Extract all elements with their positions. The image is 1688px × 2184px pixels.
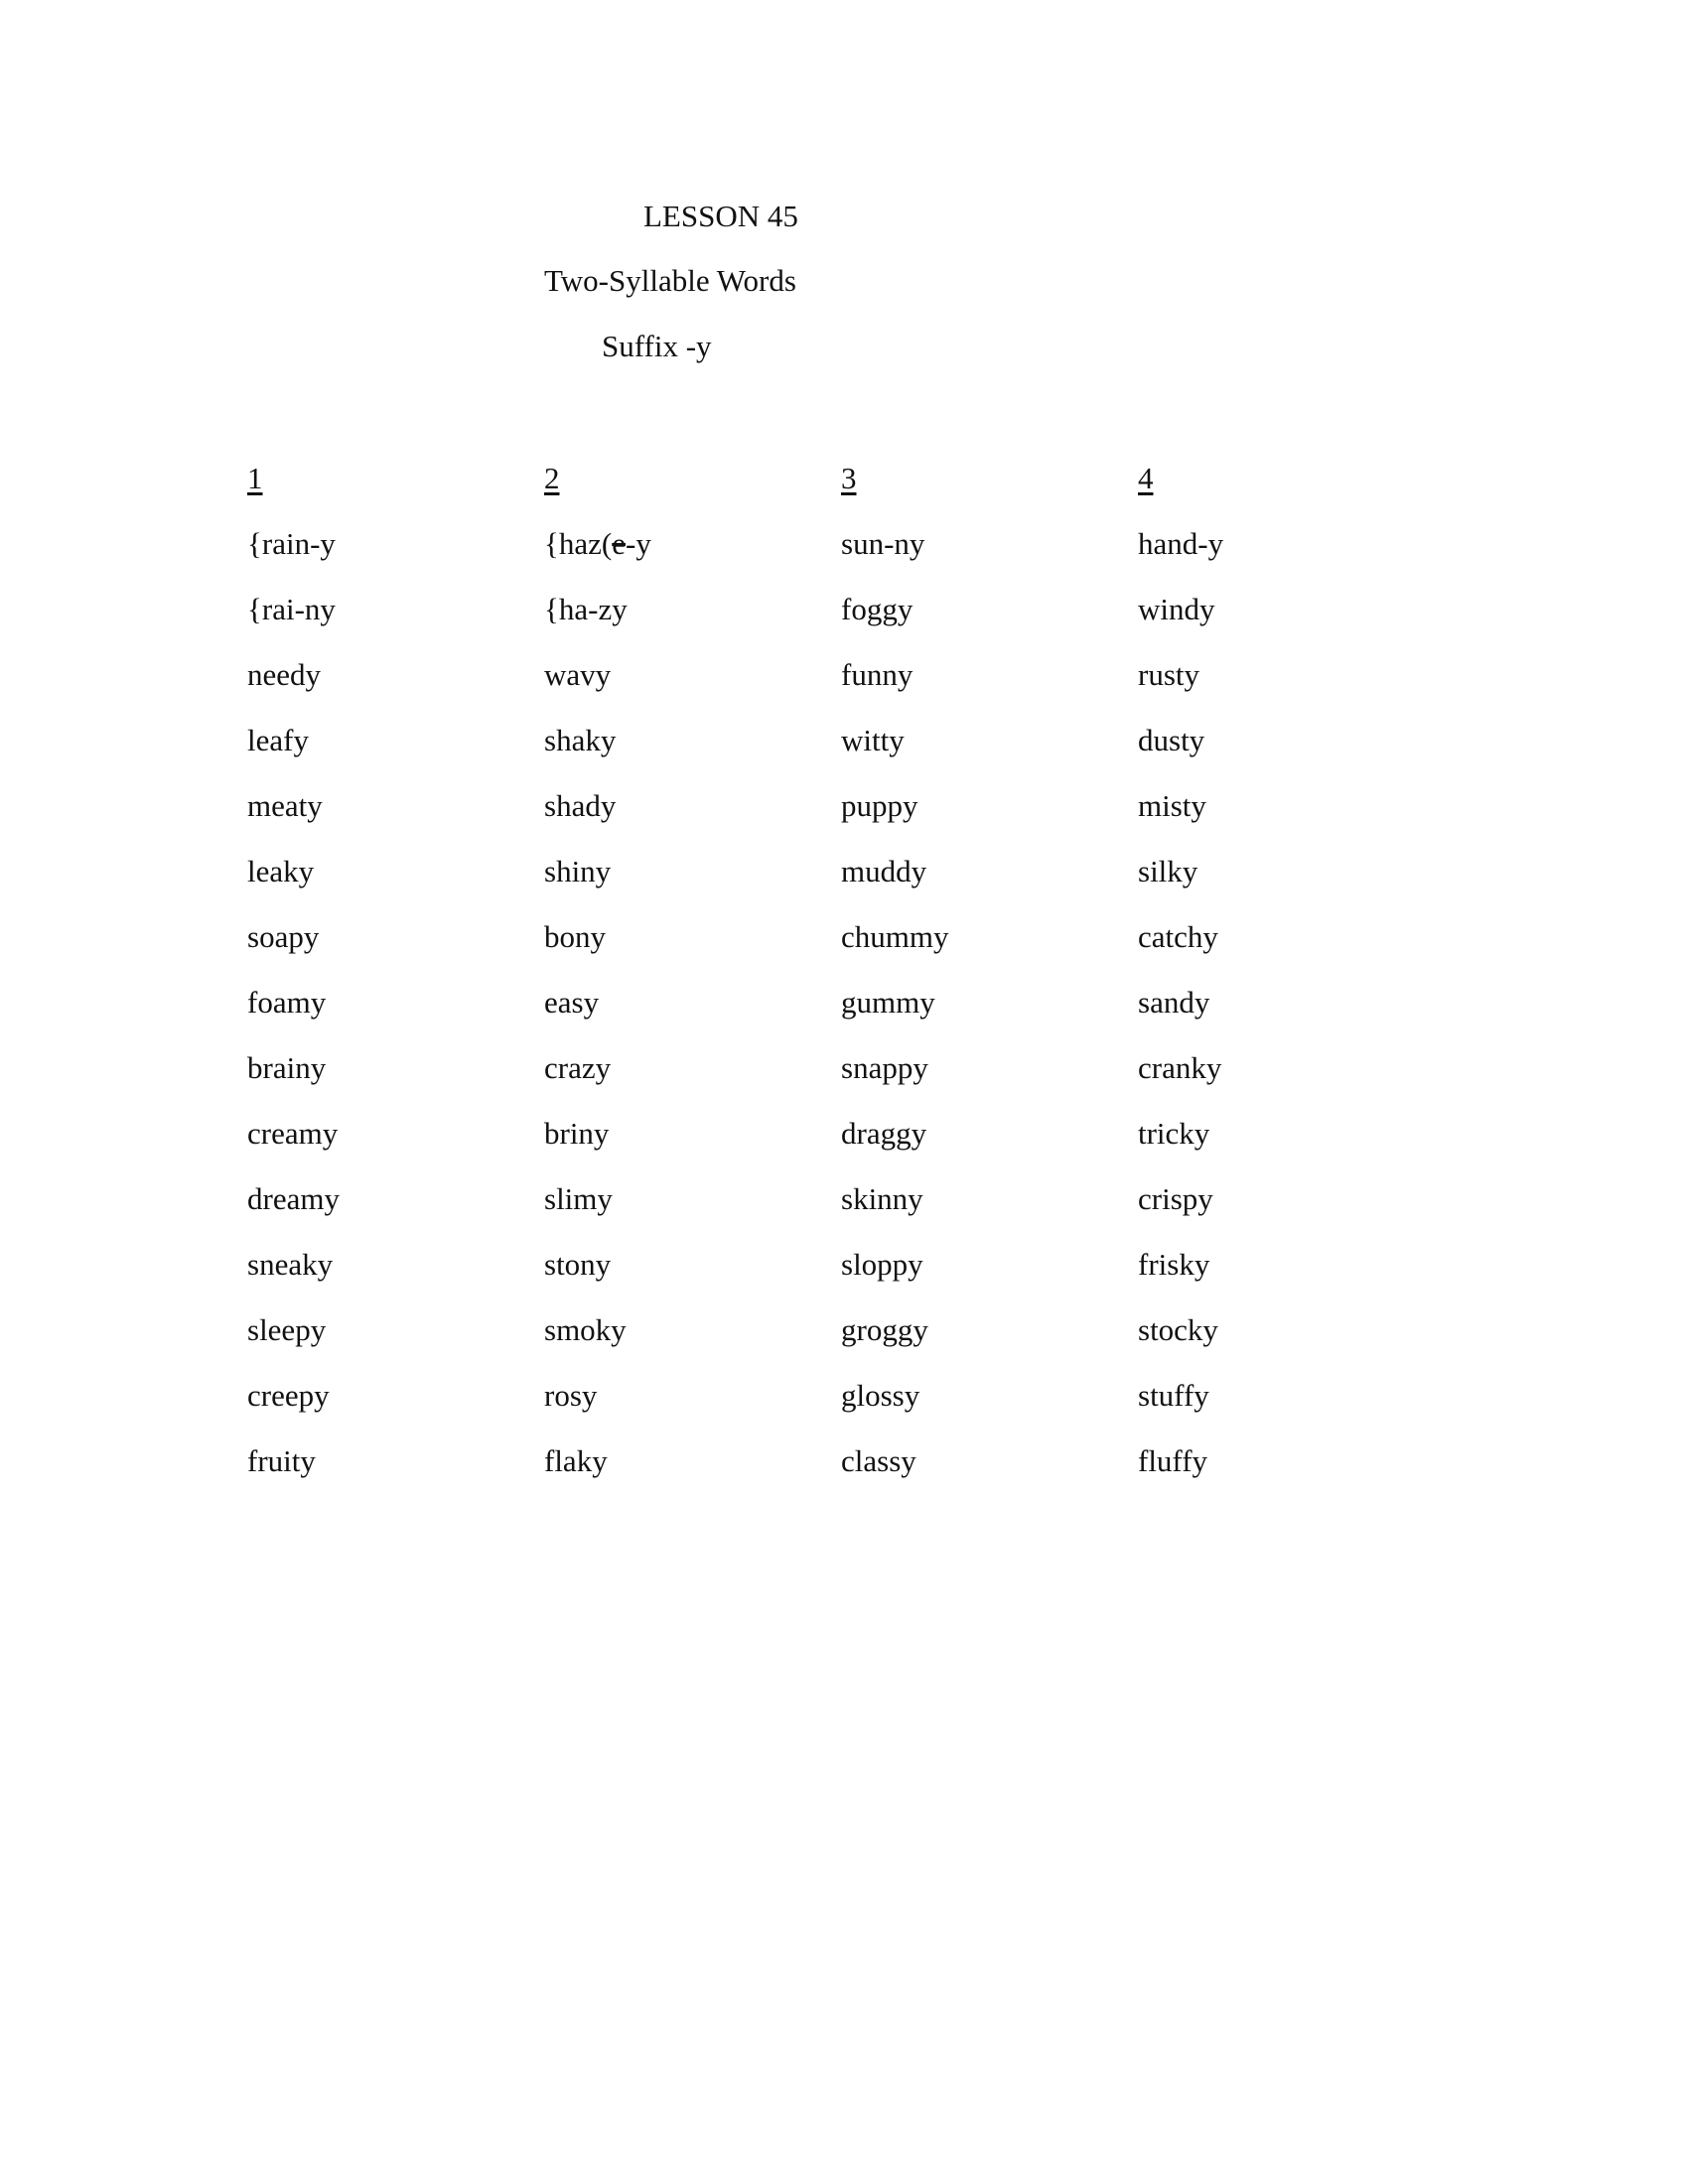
word-item: rosy (544, 1378, 598, 1413)
word-item: fruity (247, 1443, 316, 1478)
word-item: crispy (1138, 1181, 1213, 1216)
word-item: foggy (841, 592, 914, 626)
word-item: wavy (544, 657, 612, 692)
lesson-title: LESSON 45 (643, 199, 798, 233)
word-item: stocky (1138, 1312, 1218, 1347)
word-list (544, 524, 832, 1507)
word-item: frisky (1138, 1247, 1210, 1282)
word-item: soapy (247, 919, 320, 954)
word-item: sleepy (247, 1312, 327, 1347)
word-item: dusty (1138, 723, 1205, 757)
column-number: 1 (247, 461, 263, 495)
word-item: muddy (841, 854, 927, 888)
word-item: {haz(e-y (544, 526, 651, 561)
word-item: creepy (247, 1378, 330, 1413)
word-item: shiny (544, 854, 612, 888)
word-item: flaky (544, 1443, 608, 1478)
word-item: {ha-zy (544, 592, 628, 626)
word-item: sneaky (247, 1247, 334, 1282)
word-item: cranky (1138, 1050, 1222, 1085)
word-item: puppy (841, 788, 918, 823)
word-item: dreamy (247, 1181, 340, 1216)
word-column-1 (247, 459, 535, 1507)
lesson-suffix-line: Suffix -y (602, 329, 712, 363)
word-item: {rain-y (247, 526, 336, 561)
word-item: draggy (841, 1116, 927, 1151)
word-item: meaty (247, 788, 323, 823)
word-item: rusty (1138, 657, 1199, 692)
word-item: catchy (1138, 919, 1218, 954)
word-item: sloppy (841, 1247, 923, 1282)
word-item: {rai-ny (247, 592, 336, 626)
word-item: crazy (544, 1050, 612, 1085)
word-item: sandy (1138, 985, 1210, 1020)
word-item: smoky (544, 1312, 627, 1347)
word-list (247, 524, 535, 1507)
column-number: 2 (544, 461, 560, 495)
word-item: briny (544, 1116, 610, 1151)
word-item: fluffy (1138, 1443, 1208, 1478)
word-item: gummy (841, 985, 935, 1020)
word-item: hand-y (1138, 526, 1224, 561)
word-item: leaky (247, 854, 315, 888)
word-item: silky (1138, 854, 1198, 888)
word-item: foamy (247, 985, 327, 1020)
word-list (841, 524, 1129, 1507)
word-column-3 (841, 459, 1129, 1507)
word-item: funny (841, 657, 914, 692)
column-number: 3 (841, 461, 857, 495)
column-number: 4 (1138, 461, 1154, 495)
word-item: tricky (1138, 1116, 1210, 1151)
word-item: classy (841, 1443, 916, 1478)
word-item: witty (841, 723, 905, 757)
word-item: glossy (841, 1378, 920, 1413)
word-item: sun-ny (841, 526, 925, 561)
word-item: shaky (544, 723, 617, 757)
struck-letter: e (612, 526, 626, 561)
word-list (1138, 524, 1426, 1507)
word-item: misty (1138, 788, 1206, 823)
word-item: stuffy (1138, 1378, 1209, 1413)
word-item: brainy (247, 1050, 327, 1085)
word-column-2 (544, 459, 832, 1507)
word-item: creamy (247, 1116, 339, 1151)
word-item: chummy (841, 919, 949, 954)
word-item: stony (544, 1247, 612, 1282)
word-item: easy (544, 985, 600, 1020)
word-item: windy (1138, 592, 1215, 626)
word-item: needy (247, 657, 322, 692)
word-item: groggy (841, 1312, 928, 1347)
word-item: slimy (544, 1181, 613, 1216)
word-column-4 (1138, 459, 1426, 1507)
word-item: shady (544, 788, 617, 823)
word-item: leafy (247, 723, 309, 757)
word-item: snappy (841, 1050, 928, 1085)
lesson-subtitle: Two-Syllable Words (544, 263, 796, 298)
word-item: bony (544, 919, 606, 954)
word-item: skinny (841, 1181, 923, 1216)
